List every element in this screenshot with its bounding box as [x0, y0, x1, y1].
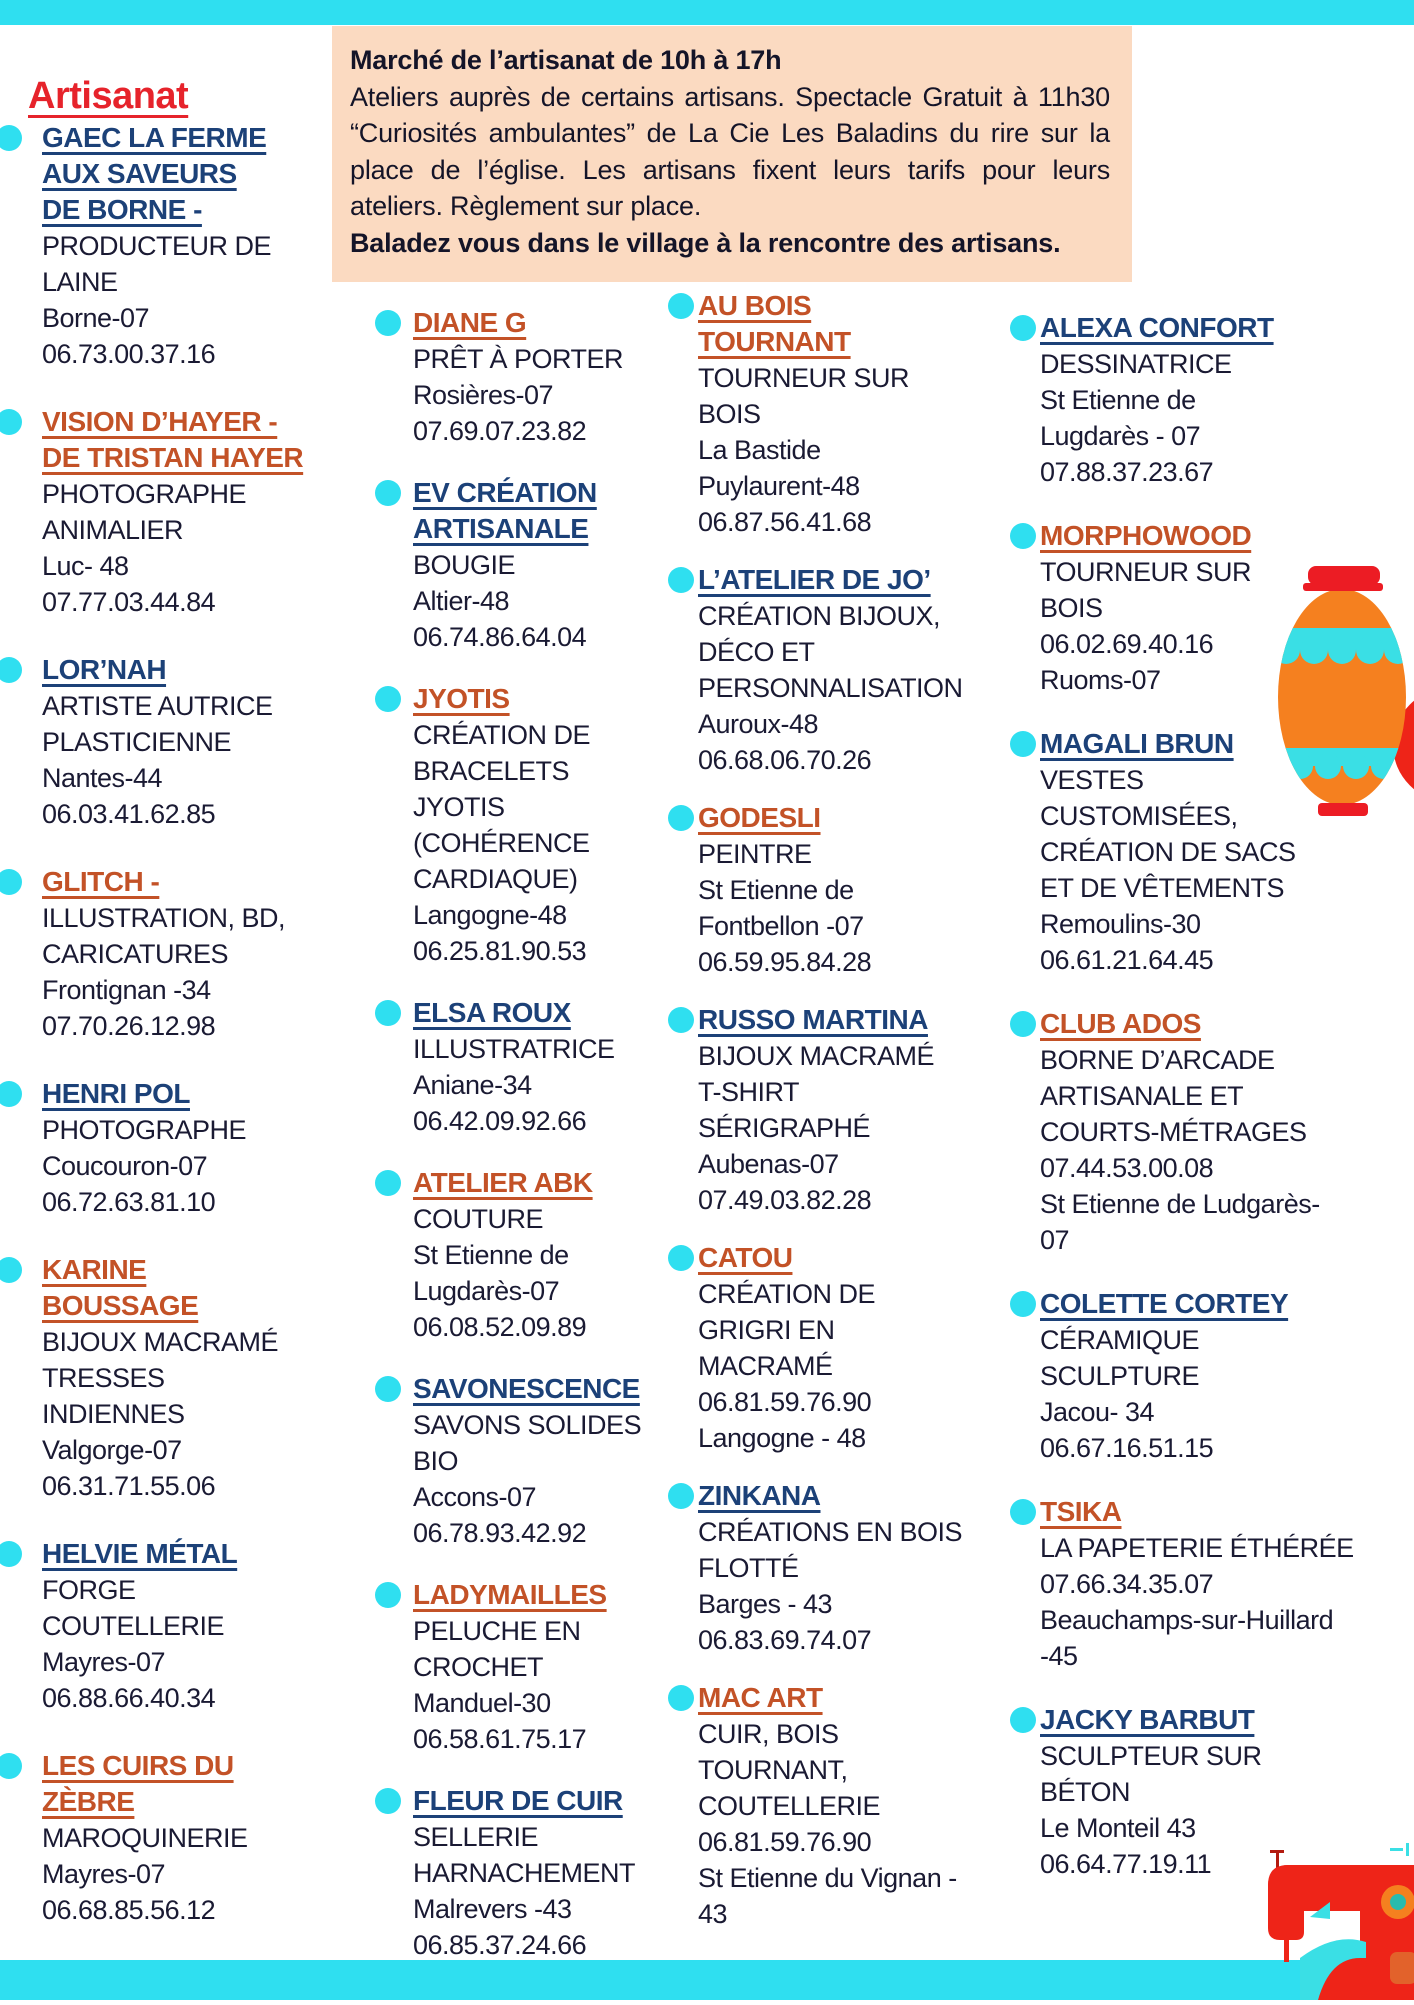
artisan-detail: CÉRAMIQUE	[1040, 1325, 1200, 1355]
artisan-name: GODESLI	[698, 802, 821, 833]
artisan-detail: MAROQUINERIE	[42, 1823, 248, 1853]
artisan-detail: 06.74.86.64.04	[413, 622, 587, 652]
artisan-detail: CROCHET	[413, 1652, 543, 1682]
artisan-detail: Borne-07	[42, 303, 150, 333]
artisan-name: ALEXA CONFORT	[1040, 312, 1274, 343]
artisan-detail: 06.08.52.09.89	[413, 1312, 587, 1342]
artisan-detail: Fontbellon -07	[698, 911, 864, 941]
artisan-detail: 06.81.59.76.90	[698, 1387, 872, 1417]
artisan-detail: (COHÉRENCE	[413, 828, 590, 858]
bullet-icon	[1010, 1291, 1036, 1317]
artisan-detail: 07.44.53.00.08	[1040, 1153, 1214, 1183]
artisan-detail: Frontignan -34	[42, 975, 211, 1005]
artisan-detail: COUTURE	[413, 1204, 543, 1234]
artisan-detail: ILLUSTRATRICE	[413, 1034, 615, 1064]
artisan-name: DE TRISTAN HAYER	[42, 442, 304, 473]
header-box-footer: Baladez vous dans le village à la rencontre des artisans.	[350, 227, 1061, 258]
artisan-detail: 06.58.61.75.17	[413, 1724, 587, 1754]
artisan-detail: BOUGIE	[413, 550, 516, 580]
artisan-name: TOURNANT	[698, 326, 851, 357]
sewing-machine-illustration	[1240, 1840, 1414, 2000]
artisan-detail: 07.88.37.23.67	[1040, 457, 1214, 487]
artisan-detail: 06.73.00.37.16	[42, 339, 216, 369]
artisan-name: CLUB ADOS	[1040, 1008, 1201, 1039]
artisan-detail: CUIR, BOIS	[698, 1719, 839, 1749]
artisan-name: CATOU	[698, 1242, 793, 1273]
artisan-name: AU BOIS	[698, 290, 812, 321]
artisan-entry	[42, 1748, 282, 1928]
artisan-entry	[413, 1165, 687, 1345]
artisan-name: VISION D’HAYER -	[42, 406, 278, 437]
artisan-detail: 06.85.37.24.66	[413, 1930, 587, 1960]
bottom-cyan-strip	[0, 1960, 1414, 2000]
artisan-detail: LA PAPETERIE ÉTHÉRÉE	[1040, 1533, 1354, 1563]
artisan-name: ATELIER ABK	[413, 1167, 593, 1198]
artisan-detail: Ruoms-07	[1040, 665, 1161, 695]
bullet-icon	[375, 310, 401, 336]
artisan-detail: TOURNEUR SUR	[1040, 557, 1252, 587]
artisan-detail: 06.88.66.40.34	[42, 1683, 216, 1713]
artisan-detail: HARNACHEMENT	[413, 1858, 636, 1888]
artisan-detail: Mayres-07	[42, 1647, 166, 1677]
bullet-icon	[375, 1582, 401, 1608]
bullet-icon	[1010, 523, 1036, 549]
artisan-detail: 07	[1040, 1225, 1070, 1255]
artisan-detail: COUTELLERIE	[698, 1791, 881, 1821]
artisan-detail: 06.25.81.90.53	[413, 936, 587, 966]
artisan-detail: Jacou- 34	[1040, 1397, 1155, 1427]
artisan-name: JYOTIS	[413, 683, 510, 714]
artisan-entry	[698, 1680, 1005, 1932]
artisan-detail: St Etienne de Ludgarès-	[1040, 1189, 1320, 1219]
artisan-column-4	[1040, 310, 1400, 1910]
top-cyan-strip	[0, 0, 1414, 25]
artisan-entry	[413, 475, 687, 655]
artisan-detail: COUTELLERIE	[42, 1611, 225, 1641]
bullet-icon	[375, 480, 401, 506]
artisan-detail: 06.83.69.74.07	[698, 1625, 872, 1655]
bullet-icon	[0, 869, 22, 895]
artisan-detail: SAVONS SOLIDES	[413, 1410, 642, 1440]
artisan-detail: Valgorge-07	[42, 1435, 182, 1465]
artisan-detail: St Etienne de	[698, 875, 854, 905]
artisan-detail: 06.59.95.84.28	[698, 947, 872, 977]
artisan-detail: 06.78.93.42.92	[413, 1518, 587, 1548]
artisan-detail: 06.67.16.51.15	[1040, 1433, 1214, 1463]
artisan-detail: 07.77.03.44.84	[42, 587, 216, 617]
bullet-icon	[375, 1170, 401, 1196]
artisan-detail: DÉCO ET	[698, 637, 815, 667]
artisan-detail: SELLERIE	[413, 1822, 539, 1852]
bullet-icon	[0, 1257, 22, 1283]
artisan-detail: 06.02.69.40.16	[1040, 629, 1214, 659]
artisan-detail: Auroux-48	[698, 709, 819, 739]
artisan-detail: Coucouron-07	[42, 1151, 208, 1181]
artisan-entry	[1040, 310, 1400, 490]
artisan-detail: St Etienne de	[1040, 385, 1196, 415]
artisan-detail: FORGE	[42, 1575, 136, 1605]
artisan-detail: CRÉATIONS EN BOIS	[698, 1517, 963, 1547]
bullet-icon	[0, 1541, 22, 1567]
artisan-entry	[413, 1783, 687, 1963]
artisan-name: TSIKA	[1040, 1496, 1122, 1527]
artisan-detail: Mayres-07	[42, 1859, 166, 1889]
artisan-name: ZINKANA	[698, 1480, 821, 1511]
artisan-detail: 06.42.09.92.66	[413, 1106, 587, 1136]
header-info-box	[332, 26, 1132, 282]
artisan-detail: Accons-07	[413, 1482, 537, 1512]
artisan-entry	[42, 404, 304, 620]
artisan-detail: PRODUCTEUR DE	[42, 231, 272, 261]
artisan-detail: PELUCHE EN	[413, 1616, 581, 1646]
artisan-entry	[698, 1478, 1005, 1658]
bullet-icon	[668, 567, 694, 593]
artisan-detail: ET DE VÊTEMENTS	[1040, 873, 1285, 903]
artisan-entry	[413, 1371, 687, 1551]
artisan-name: JACKY BARBUT	[1040, 1704, 1255, 1735]
artisan-entry	[42, 1536, 282, 1716]
artisan-entry	[698, 800, 1005, 980]
artisan-name: GLITCH -	[42, 866, 160, 897]
artisan-entry	[42, 652, 282, 832]
bullet-icon	[668, 1007, 694, 1033]
artisan-detail: Luc- 48	[42, 551, 129, 581]
bullet-icon	[1010, 1011, 1036, 1037]
artisan-name: AUX SAVEURS	[42, 158, 237, 189]
artisan-entry	[698, 1240, 1005, 1456]
artisan-entry	[698, 562, 1005, 778]
artisan-name: GAEC LA FERME	[42, 122, 267, 153]
artisan-entry	[42, 120, 282, 372]
artisan-name: DE BORNE -	[42, 194, 202, 225]
artisan-detail: PRÊT À PORTER	[413, 344, 624, 374]
artisan-detail: 06.81.59.76.90	[698, 1827, 872, 1857]
artisan-name: L’ATELIER DE JO’	[698, 564, 931, 595]
artisan-detail: 06.72.63.81.10	[42, 1187, 216, 1217]
artisan-name: HELVIE MÉTAL	[42, 1538, 238, 1569]
artisan-detail: 07.70.26.12.98	[42, 1011, 216, 1041]
artisan-detail: INDIENNES	[42, 1399, 185, 1429]
artisan-detail: BIJOUX MACRAMÉ	[42, 1327, 279, 1357]
artisan-entry	[1040, 1494, 1400, 1674]
artisan-entry	[413, 1577, 687, 1757]
artisan-detail: BOIS	[1040, 593, 1103, 623]
artisan-detail: 06.68.06.70.26	[698, 745, 872, 775]
artisan-entry	[42, 864, 286, 1044]
artisan-detail: BRACELETS	[413, 756, 570, 786]
artisan-name: MAC ART	[698, 1682, 823, 1713]
artisan-detail: -45	[1040, 1641, 1078, 1671]
artisan-detail: Le Monteil 43	[1040, 1813, 1196, 1843]
artisan-name: DIANE G	[413, 307, 527, 338]
bullet-icon	[0, 125, 22, 151]
artisan-detail: FLOTTÉ	[698, 1553, 799, 1583]
artisan-detail: SÉRIGRAPHÉ	[698, 1113, 871, 1143]
artisan-detail: Aubenas-07	[698, 1149, 839, 1179]
header-box-body: Ateliers auprès de certains artisans. Spectacle Gratuit à 11h30 “Curiosités ambulantes” de La Cie Les Baladins du rire sur la place de l’église. Les artisans fixent leurs tarifs pour leurs ateliers. Règlement sur place.	[350, 81, 1110, 221]
artisan-name: ARTISANALE	[413, 513, 589, 544]
page-title: Artisanat	[28, 75, 189, 118]
bullet-icon	[0, 657, 22, 683]
artisan-detail: PHOTOGRAPHE	[42, 1115, 247, 1145]
bullet-icon	[1010, 1707, 1036, 1733]
artisan-detail: MACRAMÉ	[698, 1351, 833, 1381]
bullet-icon	[668, 1245, 694, 1271]
artisan-name: FLEUR DE CUIR	[413, 1785, 623, 1816]
bullet-icon	[375, 1376, 401, 1402]
artisan-detail: Nantes-44	[42, 763, 163, 793]
artisan-entry	[1040, 1286, 1400, 1466]
artisan-column-2	[413, 305, 687, 1989]
artisan-name: EV CRÉATION	[413, 477, 597, 508]
bullet-icon	[1010, 1499, 1036, 1525]
artisan-detail: TRESSES	[42, 1363, 165, 1393]
artisan-name: ZÈBRE	[42, 1786, 135, 1817]
artisan-detail: 06.61.21.64.45	[1040, 945, 1214, 975]
header-box-title: Marché de l’artisanat de 10h à 17h	[350, 45, 782, 75]
artisan-detail: ARTISANALE ET	[1040, 1081, 1244, 1111]
artisan-detail: TOURNEUR SUR	[698, 363, 910, 393]
artisan-detail: BÉTON	[1040, 1777, 1131, 1807]
bullet-icon	[668, 1685, 694, 1711]
artisan-name: MAGALI BRUN	[1040, 728, 1234, 759]
artisan-name: BOUSSAGE	[42, 1290, 199, 1321]
artisan-detail: PERSONNALISATION	[698, 673, 963, 703]
bullet-icon	[668, 805, 694, 831]
artisan-detail: CUSTOMISÉES,	[1040, 801, 1238, 831]
artisan-entry	[698, 288, 1005, 540]
artisan-detail: 07.66.34.35.07	[1040, 1569, 1214, 1599]
artisan-detail: 06.64.77.19.11	[1040, 1849, 1212, 1879]
artisan-detail: CRÉATION DE SACS	[1040, 837, 1296, 867]
artisan-name: COLETTE CORTEY	[1040, 1288, 1289, 1319]
artisan-entry	[413, 995, 687, 1139]
bullet-icon	[1010, 315, 1036, 341]
artisan-name: KARINE	[42, 1254, 147, 1285]
bullet-icon	[375, 1788, 401, 1814]
artisan-column-1	[42, 120, 304, 1960]
artisan-detail: PEINTRE	[698, 839, 812, 869]
bullet-icon	[668, 1483, 694, 1509]
artisan-detail: St Etienne de	[413, 1240, 569, 1270]
bullet-icon	[0, 1081, 22, 1107]
artisan-detail: TOURNANT,	[698, 1755, 848, 1785]
artisan-name: LES CUIRS DU	[42, 1750, 234, 1781]
artisan-name: MORPHOWOOD	[1040, 520, 1252, 551]
artisan-detail: COURTS-MÉTRAGES	[1040, 1117, 1307, 1147]
artisan-name: ELSA ROUX	[413, 997, 571, 1028]
bullet-icon	[0, 409, 22, 435]
artisan-entry	[1040, 1006, 1400, 1258]
artisan-detail: BOIS	[698, 399, 761, 429]
artisan-detail: BORNE D’ARCADE	[1040, 1045, 1275, 1075]
artisan-detail: GRIGRI EN	[698, 1315, 835, 1345]
artisan-detail: La Bastide	[698, 435, 821, 465]
artisan-detail: Altier-48	[413, 586, 510, 616]
artisan-detail: Beauchamps-sur-Huillard	[1040, 1605, 1334, 1635]
artisan-detail: SCULPTEUR SUR	[1040, 1741, 1262, 1771]
artisan-detail: St Etienne du Vignan -	[698, 1863, 957, 1893]
bullet-icon	[668, 293, 694, 319]
artisan-detail: Rosières-07	[413, 380, 554, 410]
artisan-detail: BIJOUX MACRAMÉ	[698, 1041, 935, 1071]
artisan-detail: 06.03.41.62.85	[42, 799, 216, 829]
bullet-icon	[375, 686, 401, 712]
artisan-detail: ILLUSTRATION, BD,	[42, 903, 286, 933]
artisan-detail: Aniane-34	[413, 1070, 532, 1100]
artisan-detail: T-SHIRT	[698, 1077, 800, 1107]
artisan-detail: DESSINATRICE	[1040, 349, 1232, 379]
artisan-detail: Remoulins-30	[1040, 909, 1201, 939]
artisan-detail: 07.69.07.23.82	[413, 416, 587, 446]
artisan-column-3	[698, 288, 1005, 1954]
artisan-detail: Barges - 43	[698, 1589, 833, 1619]
artisan-detail: LAINE	[42, 267, 118, 297]
artisan-name: LADYMAILLES	[413, 1579, 607, 1610]
artisan-detail: Puylaurent-48	[698, 471, 860, 501]
artisan-detail: CRÉATION BIJOUX,	[698, 601, 941, 631]
artisan-name: RUSSO MARTINA	[698, 1004, 928, 1035]
bullet-icon	[375, 1000, 401, 1026]
artisan-detail: CRÉATION DE	[413, 720, 591, 750]
artisan-detail: JYOTIS	[413, 792, 505, 822]
artisan-detail: Manduel-30	[413, 1688, 551, 1718]
bullet-icon	[1010, 731, 1036, 757]
artisan-detail: 07.49.03.82.28	[698, 1185, 872, 1215]
artisan-detail: PHOTOGRAPHE	[42, 479, 247, 509]
artisan-detail: 06.31.71.55.06	[42, 1471, 216, 1501]
artisan-name: HENRI POL	[42, 1078, 190, 1109]
artisan-detail: PLASTICIENNE	[42, 727, 232, 757]
artisan-entry	[413, 681, 687, 969]
artisan-entry	[42, 1252, 282, 1504]
artisan-detail: Lugdarès-07	[413, 1276, 560, 1306]
artisan-detail: ANIMALIER	[42, 515, 184, 545]
artisan-detail: BIO	[413, 1446, 459, 1476]
artisan-detail: 06.87.56.41.68	[698, 507, 872, 537]
artisan-detail: CARDIAQUE)	[413, 864, 578, 894]
artisan-detail: SCULPTURE	[1040, 1361, 1200, 1391]
artisan-detail: CRÉATION DE	[698, 1279, 876, 1309]
artisan-name: SAVONESCENCE	[413, 1373, 640, 1404]
artisan-detail: VESTES	[1040, 765, 1144, 795]
bullet-icon	[0, 1753, 22, 1779]
artisan-entry	[42, 1076, 282, 1220]
vase-illustration	[1262, 552, 1414, 827]
artisan-detail: 06.68.85.56.12	[42, 1895, 216, 1925]
artisan-entry	[413, 305, 687, 449]
artisan-detail: Langogne-48	[413, 900, 567, 930]
artisan-detail: ARTISTE AUTRICE	[42, 691, 273, 721]
artisan-name: LOR’NAH	[42, 654, 167, 685]
artisan-detail: CARICATURES	[42, 939, 229, 969]
artisan-detail: Malrevers -43	[413, 1894, 572, 1924]
artisan-detail: Langogne - 48	[698, 1423, 866, 1453]
artisan-detail: Lugdarès - 07	[1040, 421, 1201, 451]
artisan-detail: 43	[698, 1899, 728, 1929]
artisan-entry	[698, 1002, 1005, 1218]
